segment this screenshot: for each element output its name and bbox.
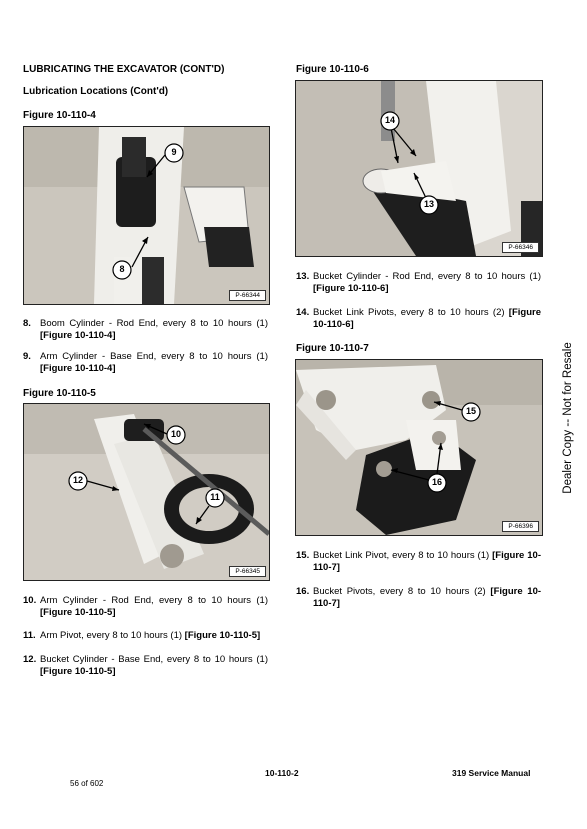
callout-arrows-7 — [296, 360, 542, 535]
item-number: 16. — [296, 586, 310, 597]
figure-photo-6 — [295, 80, 543, 257]
figure-photo-5 — [23, 403, 270, 581]
figure-reference: [Figure 10-110-5] — [184, 630, 261, 641]
photo-id-7: P-66396 — [502, 521, 539, 532]
subsection-title: Lubrication Locations (Cont'd) — [23, 86, 169, 97]
figure-label-5: Figure 10-110-5 — [23, 388, 96, 399]
item-number: 13. — [296, 271, 310, 282]
item-number: 14. — [296, 307, 310, 318]
list-item-9 — [23, 351, 268, 377]
callout-arrows-6 — [296, 81, 542, 256]
item-text: Arm Pivot, every 8 to 10 hours (1) — [40, 630, 183, 641]
item-text: Bucket Link Pivot, every 8 to 10 hours (1) — [313, 550, 490, 561]
photo-id-5: P-66345 — [229, 566, 266, 577]
callout-11: 11 — [210, 492, 220, 502]
callout-arrows-5 — [24, 404, 269, 580]
figure-photo-4 — [23, 126, 270, 305]
dealer-copy-watermark: Dealer Copy -- Not for Resale — [562, 342, 574, 494]
figure-reference: [Figure 10-110-4] — [40, 330, 116, 341]
item-number: 12. — [23, 654, 37, 665]
callout-9: 9 — [171, 147, 177, 157]
list-item-8 — [23, 318, 268, 344]
page-number: 10-110-2 — [265, 768, 299, 778]
item-number: 11. — [23, 630, 36, 641]
item-number: 9. — [23, 351, 31, 362]
page-count: 56 of 602 — [70, 779, 104, 788]
photo-id-6: P-66346 — [502, 242, 539, 253]
item-number: 8. — [23, 318, 31, 329]
callout-arrows-4 — [24, 127, 269, 304]
list-item-14 — [296, 307, 541, 333]
figure-reference: [Figure 10-110-7] — [313, 586, 542, 609]
list-item-16 — [296, 586, 541, 612]
figure-reference: [Figure 10-110-5] — [40, 607, 116, 618]
callout-16: 16 — [431, 477, 442, 487]
figure-reference: [Figure 10-110-6] — [313, 283, 389, 294]
item-text: Arm Cylinder - Base End, every 8 to 10 hours (1) — [40, 351, 268, 362]
item-text: Bucket Cylinder - Base End, every 8 to 10 hours (1) — [40, 654, 268, 665]
item-text: Boom Cylinder - Rod End, every 8 to 10 hours (1) — [40, 318, 268, 329]
list-item-15 — [296, 550, 541, 576]
figure-label-6: Figure 10-110-6 — [296, 64, 369, 75]
figure-reference: [Figure 10-110-7] — [313, 550, 542, 573]
item-text: Bucket Pivots, every 8 to 10 hours (2) — [313, 586, 486, 597]
callout-10: 10 — [170, 429, 181, 439]
callout-15: 15 — [465, 406, 476, 416]
callout-14: 14 — [384, 115, 395, 125]
list-item-13 — [296, 271, 541, 297]
figure-reference: [Figure 10-110-6] — [313, 307, 541, 330]
item-number: 15. — [296, 550, 310, 561]
list-item-12 — [23, 654, 268, 680]
item-text: Bucket Link Pivots, every 8 to 10 hours (2) — [313, 307, 505, 318]
figure-reference: [Figure 10-110-4] — [40, 363, 116, 374]
figure-label-7: Figure 10-110-7 — [296, 343, 369, 354]
item-number: 10. — [23, 595, 37, 606]
figure-label-4: Figure 10-110-4 — [23, 110, 96, 121]
photo-id-4: P-66344 — [229, 290, 266, 301]
manual-title: 319 Service Manual — [452, 768, 531, 778]
callout-8: 8 — [119, 264, 125, 274]
list-item-11 — [23, 630, 283, 644]
figure-reference: [Figure 10-110-5] — [40, 666, 116, 677]
callout-12: 12 — [72, 475, 83, 485]
list-item-10 — [23, 595, 268, 621]
callout-13: 13 — [423, 199, 434, 209]
item-text: Bucket Cylinder - Rod End, every 8 to 10 hours (1) — [313, 271, 541, 282]
section-title: LUBRICATING THE EXCAVATOR (CONT'D) — [23, 64, 225, 75]
figure-photo-7 — [295, 359, 543, 536]
item-text: Arm Cylinder - Rod End, every 8 to 10 hours (1) — [40, 595, 268, 606]
